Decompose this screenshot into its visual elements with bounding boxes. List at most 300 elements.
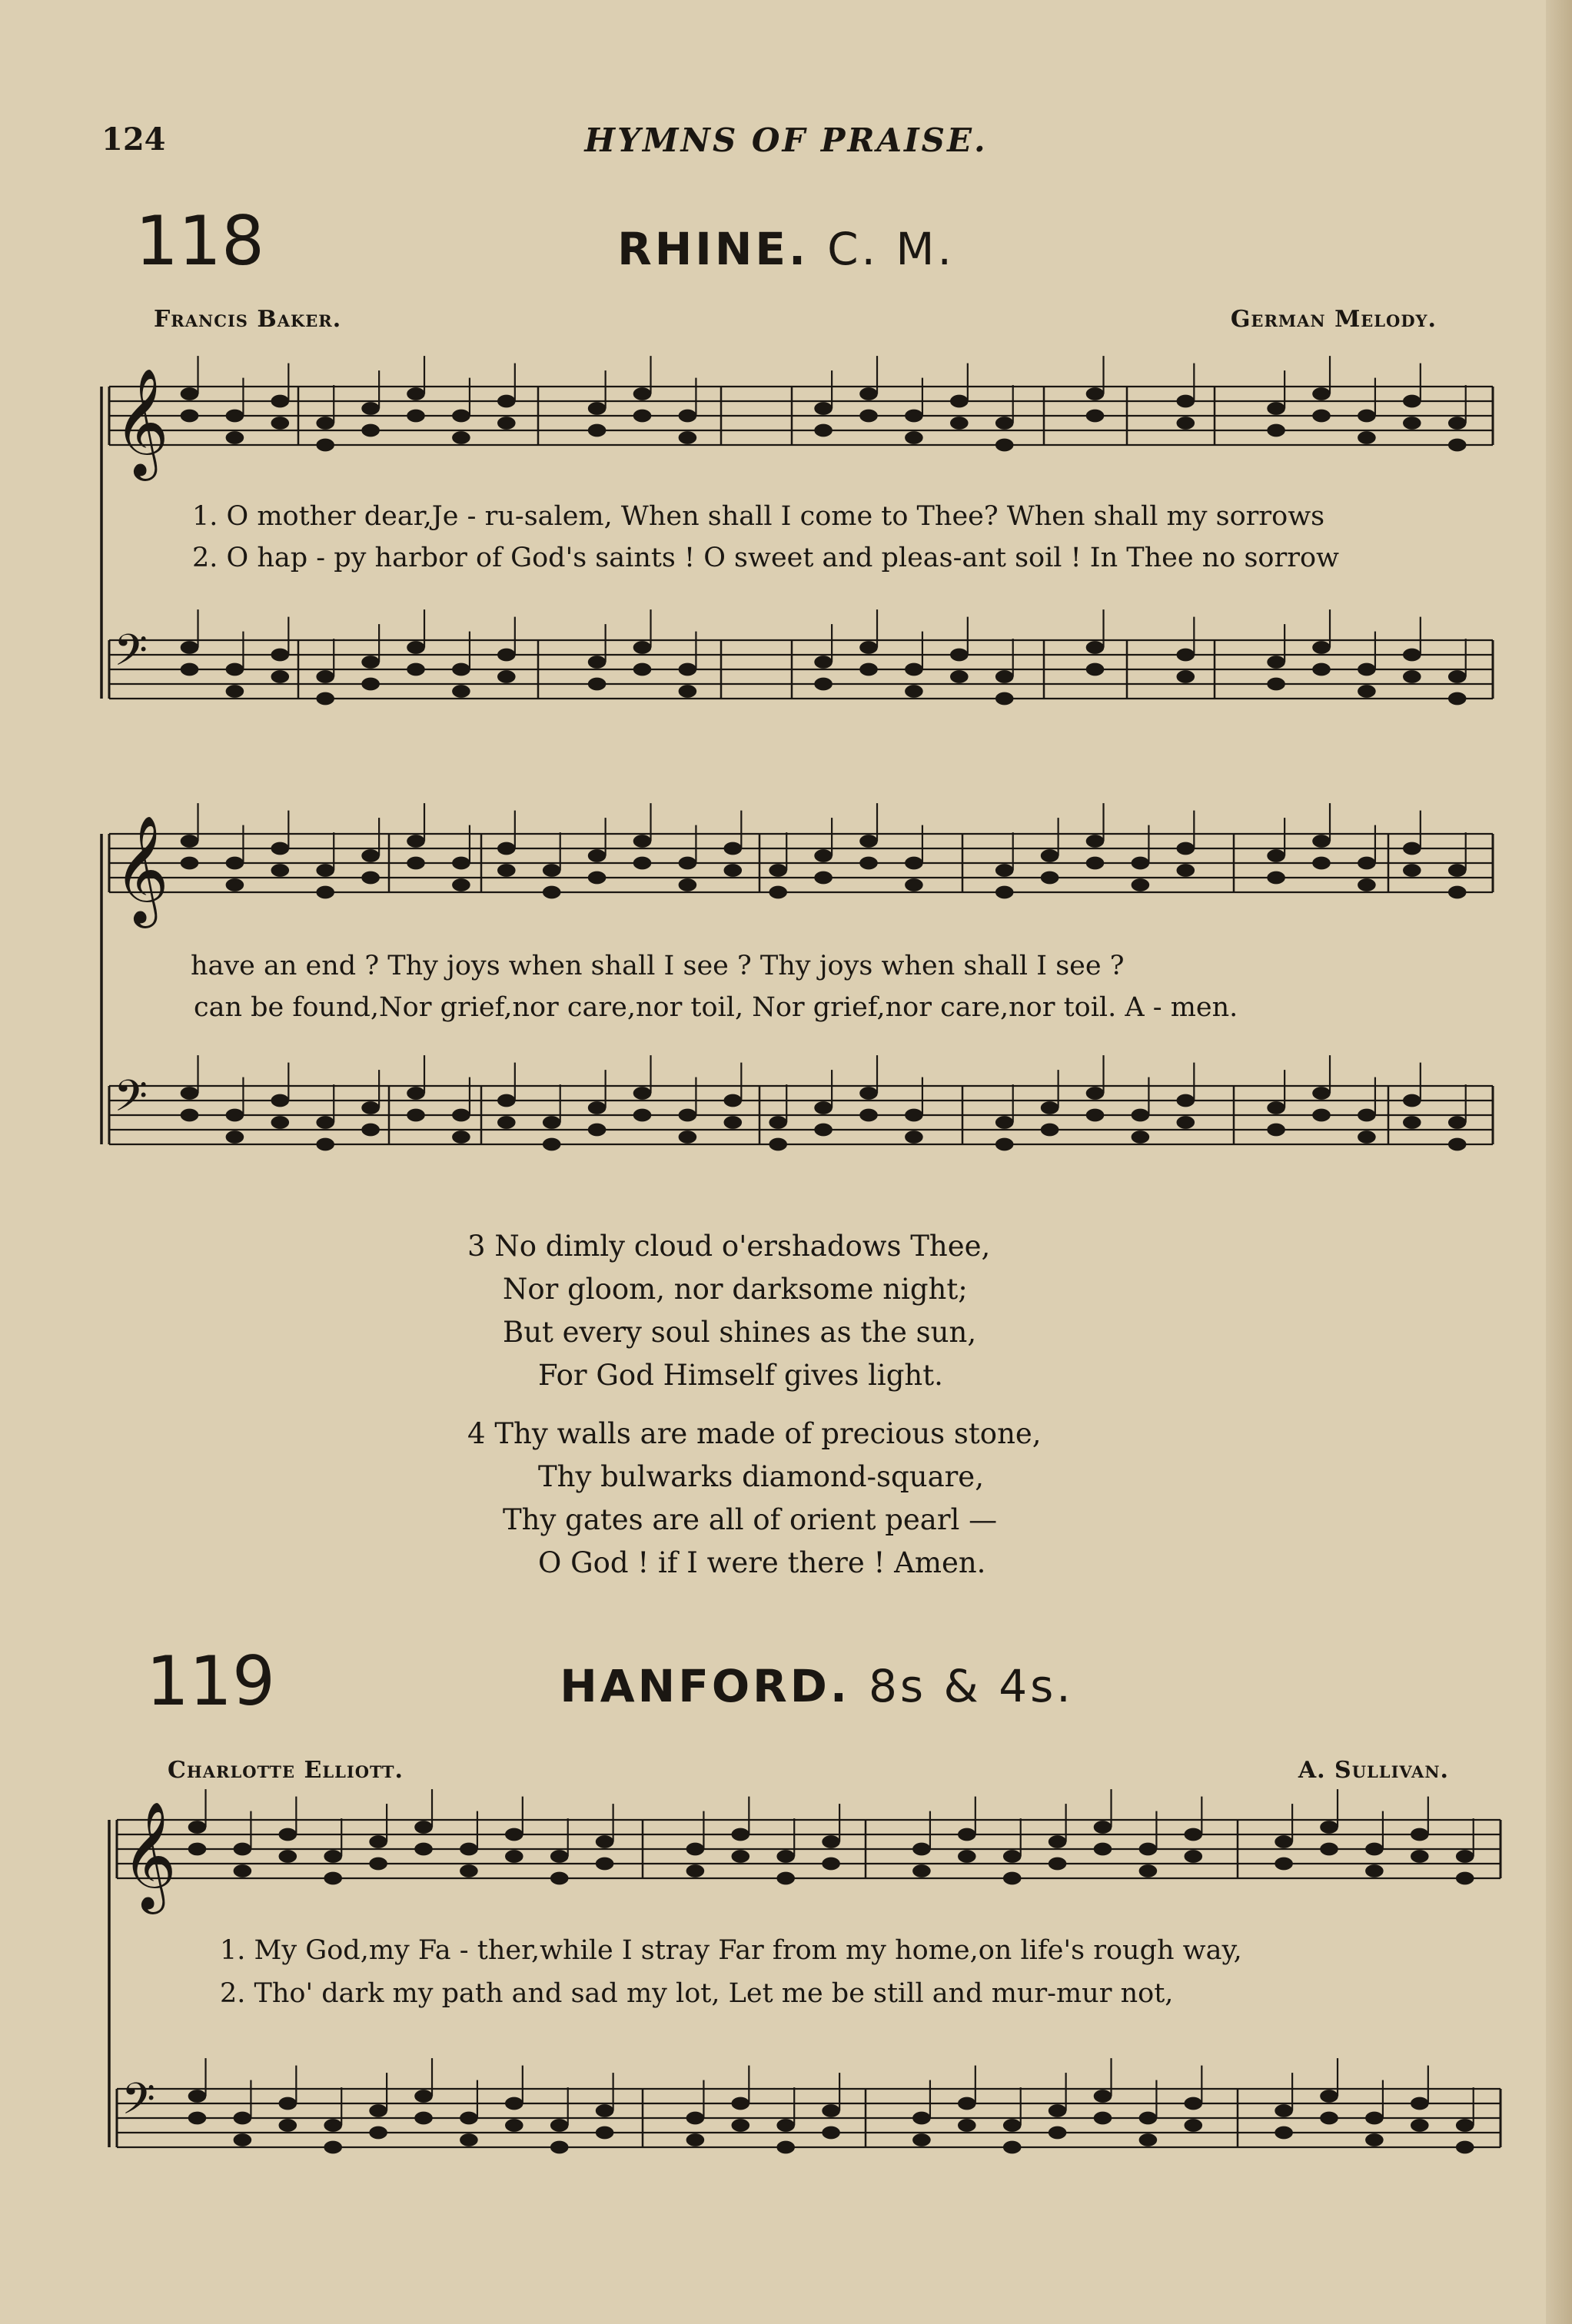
note-head [316,886,334,899]
note-head [505,1828,523,1841]
note-head [724,1094,743,1107]
note-head [1086,410,1105,423]
note-head [596,2104,614,2117]
note-head [452,410,470,423]
note-head [814,1101,833,1114]
note-head [1086,641,1105,654]
bass-clef: 𝄢 [114,626,148,687]
stanza-number: 4 [467,1417,486,1450]
note-head [1185,1850,1203,1863]
hymn-118-s2-verse-1: have an end ? Thy joys when shall I see ? Thy joys when shall I see ? [191,951,1125,981]
note-head [271,417,290,430]
note-head [226,1109,244,1122]
note-head [1312,1109,1331,1122]
note-head [452,1109,470,1122]
note-head [1448,417,1467,430]
note-head [596,1858,614,1871]
note-head [407,641,425,654]
note-head [912,2112,931,2125]
note-head [1403,1116,1421,1129]
note-head [995,886,1014,899]
stanza-line [467,1413,1042,1456]
note-head [995,670,1014,683]
note-head [1139,2112,1158,2125]
note-head [271,670,290,683]
note-head [905,410,923,423]
note-head [1139,2133,1158,2146]
note-head [769,886,787,899]
hymn-118-tune: RHINE. [617,223,809,275]
note-head [407,387,425,400]
note-head [181,835,199,848]
hymn-118-composer: German Melody. [1230,306,1437,333]
note-head [769,1138,787,1151]
note-head [407,857,425,870]
note-head [950,670,969,683]
note-head [633,641,652,654]
note-head [814,402,833,415]
note-head [724,864,743,877]
note-head [1267,1124,1285,1137]
note-head [505,2097,523,2110]
treble-clef: 𝄞 [114,814,169,924]
note-head [958,1828,976,1841]
note-head [1094,1821,1112,1834]
note-head [588,849,607,862]
note-head [361,402,380,415]
note-head [361,872,380,885]
hymn-119-title [0,1660,1572,1712]
note-head [588,424,607,437]
hymn-119-author: Charlotte Elliott. [168,1757,404,1784]
note-head [814,678,833,691]
note-head [859,1087,878,1100]
note-head [1358,685,1376,698]
note-head [234,2133,252,2146]
note-head [188,2090,207,2103]
note-head [950,417,969,430]
note-head [361,678,380,691]
note-head [1086,663,1105,676]
note-head [316,670,334,683]
stanza-line: Thy gates are all of orient pearl — [503,1503,998,1536]
note-head [588,402,607,415]
note-head [769,864,787,877]
note-head [633,387,652,400]
note-head [1049,1835,1067,1848]
note-head [1275,1835,1293,1848]
note-head [995,439,1014,452]
note-head [679,410,697,423]
note-head [679,1130,697,1144]
note-head [1139,1864,1158,1877]
note-head [905,685,923,698]
note-head [497,1116,516,1129]
note-head [905,1130,923,1144]
note-head [1086,835,1105,848]
note-head [1086,857,1105,870]
note-head [1267,424,1285,437]
note-head [588,1124,607,1137]
note-head [1003,2141,1022,2154]
note-head [188,2112,207,2125]
hymn-118-s1-verse-2: 2. O hap - py harbor of God's saints ! O sweet and pleas-ant soil ! In Thee no sorrow [192,543,1339,573]
note-head [226,431,244,444]
note-head [822,2104,840,2117]
note-head [543,864,561,877]
note-head [460,2112,478,2125]
note-head [271,649,290,662]
note-head [1177,1116,1195,1129]
note-head [1094,2112,1112,2125]
note-head [1177,670,1195,683]
note-head [588,656,607,669]
note-head [905,878,923,891]
running-title: HYMNS OF PRAISE. [584,121,988,159]
note-head [1312,857,1331,870]
note-head [724,1116,743,1129]
note-head [316,417,334,430]
note-head [732,2097,750,2110]
note-head [181,663,199,676]
hymn-118-number: 118 [135,201,264,281]
note-head [1456,2141,1474,2154]
note-head [1267,872,1285,885]
note-head [912,1864,931,1877]
note-head [1358,663,1376,676]
note-head [497,842,516,855]
note-head [859,410,878,423]
note-head [279,2119,297,2132]
note-head [1411,2119,1429,2132]
note-head [550,2141,569,2154]
note-head [859,641,878,654]
note-head [181,410,199,423]
note-head [814,849,833,862]
note-head [1456,1850,1474,1863]
note-head [543,886,561,899]
note-head [1312,663,1331,676]
bass-clef: 𝄢 [114,1071,148,1133]
note-head [1177,417,1195,430]
note-head [905,1109,923,1122]
note-head [271,395,290,408]
note-head [995,1116,1014,1129]
note-head [686,1843,705,1856]
note-head [1185,2097,1203,2110]
hymn-118-stanza-3 [467,1225,990,1397]
note-head [859,663,878,676]
note-head [234,1864,252,1877]
note-head [1411,1850,1429,1863]
note-head [588,1101,607,1114]
note-head [316,864,334,877]
note-head [679,857,697,870]
note-head [407,663,425,676]
note-head [686,1864,705,1877]
note-head [859,387,878,400]
note-head [995,1138,1014,1151]
note-head [1365,1864,1384,1877]
note-head [1448,670,1467,683]
note-head [1086,1109,1105,1122]
note-head [1403,864,1421,877]
note-head [1403,670,1421,683]
note-head [1086,387,1105,400]
note-head [1312,387,1331,400]
note-head [271,864,290,877]
hymn-119-s1-verse-1: 1. My God,my Fa - ther,while I stray Far from my home,on life's rough way, [220,1935,1242,1966]
note-head [1275,1858,1293,1871]
hymn-118-s2-verse-2: can be found,Nor grief,nor care,nor toil, Nor grief,nor care,nor toil. A - men. [194,992,1238,1023]
note-head [279,1850,297,1863]
note-head [1312,641,1331,654]
note-head [679,1109,697,1122]
hymn-119-meter: 8s & 4s. [868,1660,1074,1712]
note-head [769,1116,787,1129]
note-head [550,2119,569,2132]
note-head [1003,1872,1022,1885]
note-head [460,1864,478,1877]
note-head [1403,842,1421,855]
note-head [1132,878,1150,891]
note-head [414,2090,433,2103]
note-head [1320,2112,1338,2125]
note-head [324,1872,342,1885]
bass-clef: 𝄢 [121,2074,155,2136]
hymn-118-author: Francis Baker. [154,306,342,333]
note-head [1049,2126,1067,2140]
note-head [679,431,697,444]
stanza-number: 3 [467,1230,486,1263]
note-head [279,2097,297,2110]
hymn-119-tune: HANFORD. [560,1660,850,1712]
note-head [316,1138,334,1151]
hymn-118-meter: C. M. [827,223,955,275]
note-head [226,857,244,870]
note-head [271,1094,290,1107]
note-head [550,1850,569,1863]
note-head [1320,2090,1338,2103]
note-head [460,1843,478,1856]
hymn-119-number: 119 [146,1642,275,1721]
note-head [679,878,697,891]
note-head [1312,410,1331,423]
note-head [543,1116,561,1129]
note-head [452,878,470,891]
note-head [1177,395,1195,408]
note-head [724,842,743,855]
note-head [1139,1843,1158,1856]
note-head [1177,864,1195,877]
note-head [497,649,516,662]
hymn-118-s1-verse-1: 1. O mother dear,Je - ru-salem, When shall I come to Thee? When shall my sorrows [192,501,1325,532]
note-head [1049,2104,1067,2117]
note-head [1358,431,1376,444]
note-head [324,1850,342,1863]
note-head [1312,835,1331,848]
note-head [905,663,923,676]
note-head [633,857,652,870]
note-head [958,2119,976,2132]
note-head [1132,1109,1150,1122]
stanza-line: But every soul shines as the sun, [503,1316,977,1349]
note-head [1403,395,1421,408]
note-head [776,1850,795,1863]
note-head [1448,1138,1467,1151]
note-head [1185,2119,1203,2132]
note-head [505,1850,523,1863]
note-head [1185,1828,1203,1841]
note-head [1456,1872,1474,1885]
note-head [1003,2119,1022,2132]
note-head [361,1124,380,1137]
note-head [324,2141,342,2154]
note-head [905,857,923,870]
note-head [414,1821,433,1834]
note-head [407,835,425,848]
note-head [550,1872,569,1885]
note-head [324,2119,342,2132]
note-head [776,2141,795,2154]
note-head [1086,1087,1105,1100]
note-head [776,2119,795,2132]
note-head [633,663,652,676]
note-head [369,1858,387,1871]
note-head [271,1116,290,1129]
note-head [776,1872,795,1885]
note-head [1358,878,1376,891]
note-head [1358,857,1376,870]
stanza-text: No dimly cloud o'ershadows Thee, [494,1230,991,1263]
note-head [188,1821,207,1834]
note-head [1267,849,1285,862]
note-head [1177,842,1195,855]
note-head [859,857,878,870]
note-head [361,1101,380,1114]
note-head [814,424,833,437]
note-head [181,857,199,870]
note-head [1456,2119,1474,2132]
note-head [732,1850,750,1863]
note-head [1448,1116,1467,1129]
stanza-text: Thy walls are made of precious stone, [494,1417,1042,1450]
note-head [1365,2133,1384,2146]
note-head [995,417,1014,430]
note-head [1448,692,1467,706]
note-head [452,685,470,698]
note-head [452,857,470,870]
note-head [497,864,516,877]
note-head [822,1858,840,1871]
note-head [633,410,652,423]
stanza-line: Nor gloom, nor darksome night; [503,1273,968,1306]
note-head [279,1828,297,1841]
note-head [1049,1858,1067,1871]
note-head [950,649,969,662]
note-head [361,656,380,669]
note-head [407,1087,425,1100]
note-head [497,670,516,683]
note-head [633,1109,652,1122]
note-head [1003,1850,1022,1863]
note-head [1448,864,1467,877]
note-head [912,1843,931,1856]
note-head [1041,1124,1059,1137]
note-head [633,835,652,848]
note-head [1403,417,1421,430]
note-head [414,1843,433,1856]
page-number: 124 [101,121,166,158]
note-head [181,1087,199,1100]
note-head [452,431,470,444]
note-head [1448,886,1467,899]
note-head [361,424,380,437]
hymn-118-stanza-4 [467,1413,1042,1585]
note-head [452,1130,470,1144]
note-head [822,2126,840,2140]
note-head [181,1109,199,1122]
note-head [596,1835,614,1848]
note-head [950,395,969,408]
note-head [588,678,607,691]
note-head [1267,678,1285,691]
note-head [732,2119,750,2132]
note-head [234,1843,252,1856]
note-head [1403,649,1421,662]
note-head [822,1835,840,1848]
note-head [181,387,199,400]
note-head [1094,2090,1112,2103]
stanza-line [467,1225,990,1268]
note-head [407,1109,425,1122]
note-head [1358,410,1376,423]
note-head [505,2119,523,2132]
note-head [958,2097,976,2110]
note-head [1132,857,1150,870]
treble-clef: 𝄞 [121,1800,177,1910]
note-head [369,1835,387,1848]
note-head [1041,849,1059,862]
note-head [226,878,244,891]
note-head [859,835,878,848]
note-head [995,692,1014,706]
note-head [316,1116,334,1129]
hymn-119-s1-verse-2: 2. Tho' dark my path and sad my lot, Let me be still and mur-mur not, [220,1978,1174,2009]
note-head [1320,1821,1338,1834]
note-head [1358,1130,1376,1144]
note-head [271,842,290,855]
note-head [1267,1101,1285,1114]
note-head [1365,2112,1384,2125]
note-head [686,2133,705,2146]
note-head [543,1138,561,1151]
hymn-119-composer: A. Sullivan. [1298,1757,1449,1784]
note-head [226,663,244,676]
note-head [188,1843,207,1856]
note-head [1132,1130,1150,1144]
note-head [1177,1094,1195,1107]
note-head [912,2133,931,2146]
note-head [1411,2097,1429,2110]
note-head [814,1124,833,1137]
note-head [226,685,244,698]
note-head [633,1087,652,1100]
note-head [369,2104,387,2117]
note-head [905,431,923,444]
note-head [1275,2126,1293,2140]
note-head [226,410,244,423]
